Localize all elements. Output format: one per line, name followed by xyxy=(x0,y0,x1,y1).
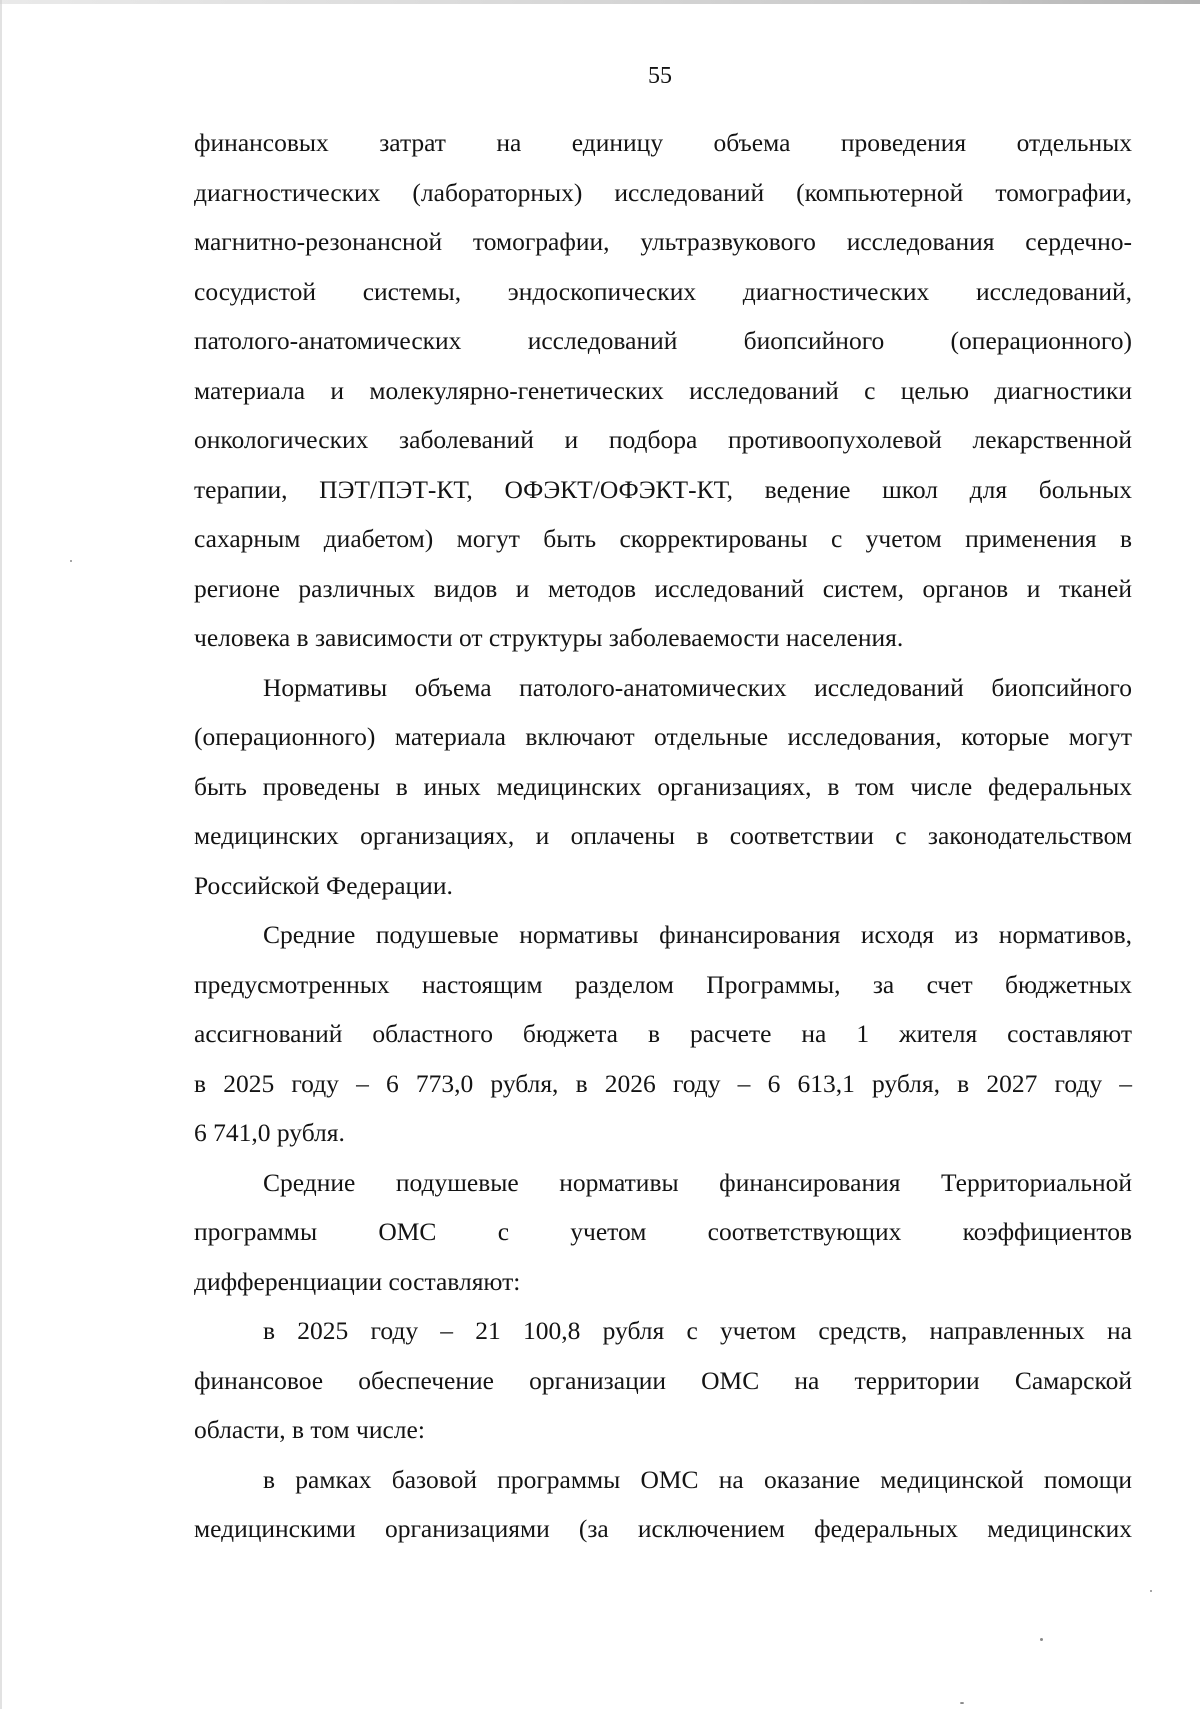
text-line: медицинских организациях, и оплачены в соответствии с законодательством xyxy=(194,821,1132,850)
paragraph-5 xyxy=(194,1306,1132,1455)
text-line: человека в зависимости от структуры заболеваемости населения. xyxy=(194,623,904,652)
text-line: патолого-анатомических исследований биопсийного (операционного) xyxy=(194,326,1132,355)
text-line: Российской Федерации. xyxy=(194,870,453,900)
text-line: в рамках базовой программы ОМС на оказание медицинской помощи xyxy=(263,1464,1132,1494)
text-line: диагностических (лабораторных) исследований (компьютерной томографии, xyxy=(194,177,1132,207)
text-line: магнитно-резонансной томографии, ультразвукового исследования сердечно- xyxy=(194,227,1132,256)
text-line: в 2025 году – 21 100,8 рубля с учетом средств, направленных на xyxy=(263,1316,1132,1345)
page-number: 55 xyxy=(648,63,672,89)
text-line: терапии, ПЭТ/ПЭТ-КТ, ОФЭКТ/ОФЭКТ-КТ, ведение школ для больных xyxy=(194,474,1132,504)
text-line: быть проведены в иных медицинских организациях, в том числе федеральных xyxy=(194,771,1132,801)
text-line: Средние подушевые нормативы финансирования исходя из нормативов, xyxy=(263,920,1132,949)
scan-speck xyxy=(70,560,72,562)
paragraph-3 xyxy=(194,910,1132,1158)
text-line: финансовых затрат на единицу объема проведения отдельных xyxy=(194,128,1132,157)
text-line: дифференциации составляют: xyxy=(194,1266,521,1296)
text-line: программы ОМС с учетом соответствующих коэффициентов xyxy=(194,1217,1132,1246)
scan-speck xyxy=(1040,1638,1043,1641)
text-line: регионе различных видов и методов исследований систем, органов и тканей xyxy=(194,573,1132,603)
text-line: финансовое обеспечение организации ОМС на территории Самарской xyxy=(194,1365,1132,1395)
document-body xyxy=(194,118,1132,1554)
paragraph-4 xyxy=(194,1158,1132,1307)
text-line: материала и молекулярно-генетических исследований с целью диагностики xyxy=(194,375,1132,405)
scan-edge-left xyxy=(0,0,2,1709)
text-line: сахарным диабетом) могут быть скорректированы с учетом применения в xyxy=(194,524,1132,553)
text-line: Средние подушевые нормативы финансирования Территориальной xyxy=(263,1167,1132,1197)
scan-edge-top xyxy=(0,0,1200,4)
text-line: области, в том числе: xyxy=(194,1415,425,1444)
paragraph-6 xyxy=(194,1455,1132,1554)
text-line: сосудистой системы, эндоскопических диагностических исследований, xyxy=(194,276,1132,306)
text-line: ассигнований областного бюджета в расчете на 1 жителя составляют xyxy=(194,1019,1132,1048)
text-line: Нормативы объема патолого-анатомических исследований биопсийного xyxy=(263,672,1132,702)
scan-speck xyxy=(960,1702,964,1704)
text-line: (операционного) материала включают отдельные исследования, которые могут xyxy=(194,722,1132,751)
text-line: 6 741,0 рубля. xyxy=(194,1118,345,1147)
text-line: в 2025 году – 6 773,0 рубля, в 2026 году – 6 613,1 рубля, в 2027 году – xyxy=(194,1068,1132,1098)
text-line: онкологических заболеваний и подбора противоопухолевой лекарственной xyxy=(194,425,1132,454)
paragraph-1 xyxy=(194,118,1132,663)
text-line: предусмотренных настоящим разделом Программы, за счет бюджетных xyxy=(194,969,1132,999)
scan-speck xyxy=(1150,1590,1152,1592)
text-line: медицинскими организациями (за исключением федеральных медицинских xyxy=(194,1514,1132,1543)
paragraph-2 xyxy=(194,663,1132,911)
